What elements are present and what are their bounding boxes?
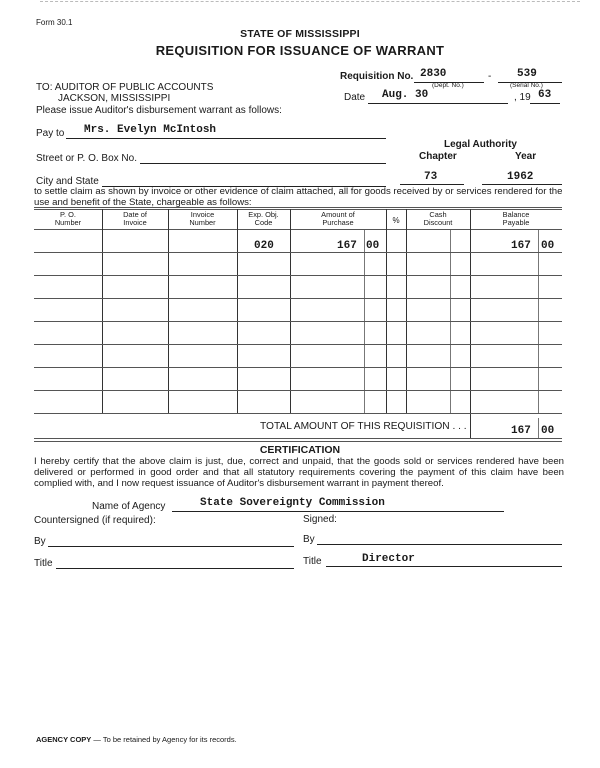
header-amount: Amount of Purchase <box>321 210 355 227</box>
city-label: City and State <box>36 176 99 187</box>
table-bottom-rule <box>34 438 562 439</box>
year-prefix: , 19 <box>514 92 531 103</box>
to-line-2: JACKSON, MISSISSIPPI <box>58 93 171 104</box>
date-label: Date <box>344 92 366 103</box>
authority-year-line <box>482 184 562 185</box>
form-title: REQUISITION FOR ISSUANCE OF WARRANT <box>155 43 445 58</box>
row-1-exp-code[interactable]: 020 <box>254 240 274 252</box>
form-number: Form 30.1 <box>36 18 73 27</box>
by-label-left: By <box>34 536 46 547</box>
serial-no-value[interactable]: 539 <box>517 68 537 80</box>
state-heading: STATE OF MISSISSIPPI <box>240 28 360 40</box>
year-line <box>530 103 560 104</box>
cents-divider <box>364 230 365 414</box>
title-value[interactable]: Director <box>362 553 415 565</box>
header-exp-code: Exp. Obj. Code <box>248 210 279 227</box>
col-divider <box>168 209 169 414</box>
dept-no-value[interactable]: 2830 <box>420 68 447 80</box>
agency-copy-label: AGENCY COPY <box>36 735 92 744</box>
title-line-left[interactable] <box>56 568 294 569</box>
year-value[interactable]: 63 <box>538 89 552 101</box>
date-value[interactable]: Aug. 30 <box>382 89 429 101</box>
agency-value[interactable]: State Sovereignty Commission <box>200 497 385 509</box>
pay-to-line <box>66 138 386 139</box>
requisition-separator: - <box>488 71 492 82</box>
serial-no-caption: (Serial No.) <box>510 82 543 89</box>
table-top-rule <box>34 207 562 208</box>
cents-divider <box>450 230 451 414</box>
agency-line <box>172 511 504 512</box>
street-label: Street or P. O. Box No. <box>36 153 137 164</box>
col-divider <box>237 209 238 414</box>
chapter-value[interactable]: 73 <box>424 171 438 183</box>
by-label-right: By <box>303 534 315 545</box>
row-rule <box>34 390 562 391</box>
col-divider <box>470 209 471 414</box>
row-rule <box>34 298 562 299</box>
perforation-line <box>40 1 580 2</box>
certification-text: I hereby certify that the above claim is just, due, correct and unpaid, that the goods sold or services rendered have been delivered or performed in good order and that all statutory requirements covering the payment of this claim have been complied with, and I now request issuance of Auditor's disbursement warrant in payment thereof. <box>34 456 564 489</box>
cents-divider <box>538 230 539 414</box>
legal-authority-heading: Legal Authority <box>444 139 517 150</box>
row-rule <box>34 252 562 253</box>
col-divider <box>102 209 103 414</box>
table-bottom-rule-2 <box>34 441 562 442</box>
footer-note <box>36 735 237 744</box>
chapter-line <box>400 184 464 185</box>
header-invoice-date: Date of Invoice <box>123 210 147 227</box>
pay-to-label: Pay to <box>36 128 65 139</box>
requisition-label: Requisition No. <box>340 71 414 82</box>
instruction-text: Please issue Auditor's disbursement warrant as follows: <box>36 105 282 116</box>
table-header-rule <box>34 229 562 230</box>
agency-label: Name of Agency <box>92 501 166 512</box>
total-label: TOTAL AMOUNT OF THIS REQUISITION . . . <box>260 421 467 432</box>
dept-no-caption: (Dept. No.) <box>432 82 464 89</box>
title-line-right <box>326 566 562 567</box>
header-invoice-number: Invoice Number <box>189 210 216 227</box>
header-po: P. O. Number <box>54 210 82 227</box>
certification-heading: CERTIFICATION <box>259 444 341 456</box>
street-line <box>140 163 386 164</box>
col-divider <box>406 209 407 414</box>
col-divider <box>386 209 387 414</box>
countersigned-label: Countersigned (if required): <box>34 515 156 526</box>
row-rule <box>34 344 562 345</box>
row-rule <box>34 367 562 368</box>
header-balance: Balance Payable <box>502 210 530 227</box>
total-cents[interactable]: 00 <box>541 425 555 437</box>
authority-year-value[interactable]: 1962 <box>507 171 534 183</box>
col-divider <box>290 209 291 414</box>
agency-copy-note: — To be retained by Agency for its records. <box>93 735 237 744</box>
pay-to-value[interactable]: Mrs. Evelyn McIntosh <box>84 124 217 136</box>
row-1-amount[interactable]: 167 <box>337 240 357 252</box>
signed-label: Signed: <box>303 514 337 525</box>
claim-text: to settle claim as shown by invoice or other evidence of claim attached, all for goods received by or services rendered for the use and benefit of the State, chargeable as follows: <box>34 186 563 208</box>
by-line-left[interactable] <box>48 546 294 547</box>
to-line-1: TO: AUDITOR OF PUBLIC ACCOUNTS <box>36 82 214 93</box>
header-percent: % <box>392 216 400 225</box>
row-1-amount-cents[interactable]: 00 <box>366 240 380 252</box>
row-rule <box>34 321 562 322</box>
row-rule <box>34 275 562 276</box>
chapter-label: Chapter <box>419 151 457 162</box>
row-1-balance[interactable]: 167 <box>511 240 531 252</box>
title-label-right: Title <box>303 556 322 567</box>
header-cash-discount: Cash Discount <box>423 210 453 227</box>
date-line <box>368 103 508 104</box>
title-label-left: Title <box>34 558 53 569</box>
year-label: Year <box>515 151 537 162</box>
by-line-right[interactable] <box>317 544 562 545</box>
table-top-rule-2 <box>34 209 562 210</box>
row-1-balance-cents[interactable]: 00 <box>541 240 555 252</box>
total-cents-divider <box>538 418 539 438</box>
total-value[interactable]: 167 <box>511 425 531 437</box>
